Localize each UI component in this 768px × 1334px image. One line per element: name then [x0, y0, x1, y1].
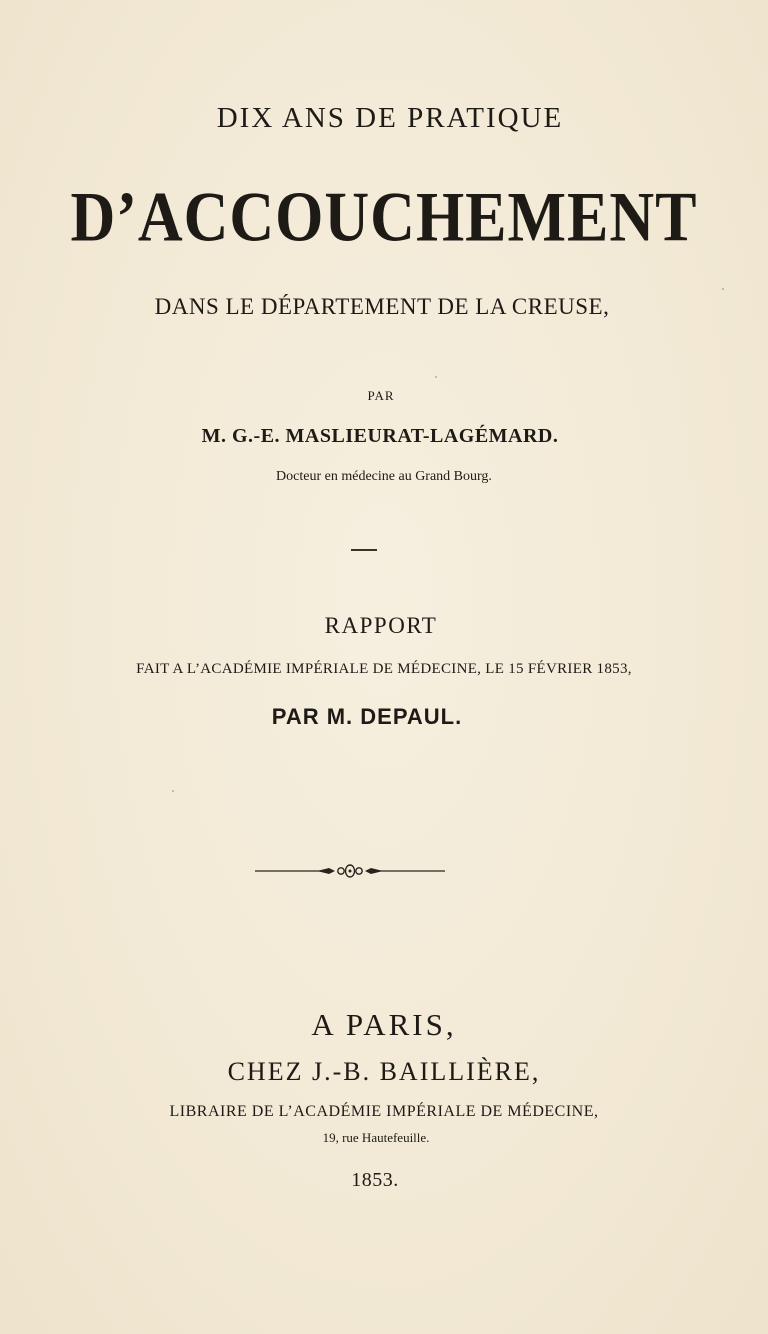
short-rule-divider — [351, 549, 377, 551]
report-author: PAR M. DEPAUL. — [271, 704, 463, 729]
author-name: M. G.-E. MASLIEURAT-LAGÉMARD. — [201, 425, 559, 447]
publisher-address: 19, rue Hautefeuille. — [322, 1130, 430, 1145]
ornament-divider-icon — [255, 861, 445, 881]
report-detail: FAIT A L’ACADÉMIE IMPÉRIALE DE MÉDECINE, LE 15 FÉVRIER 1853, — [136, 661, 632, 677]
title-line-1: DIX ANS DE PRATIQUE — [216, 102, 564, 134]
publication-year: 1853. — [351, 1169, 399, 1191]
title-line-2: D’ACCOUCHEMENT — [70, 178, 698, 257]
publication-city: A PARIS, — [311, 1007, 457, 1042]
paper-speck — [435, 376, 437, 378]
author-title: Docteur en médecine au Grand Bourg. — [276, 469, 492, 484]
publisher-name: CHEZ J.-B. BAILLIÈRE, — [227, 1057, 541, 1086]
report-label: RAPPORT — [324, 613, 438, 638]
publisher-role: LIBRAIRE DE L’ACADÉMIE IMPÉRIALE DE MÉDECINE, — [169, 1103, 599, 1120]
paper-speck — [172, 790, 174, 792]
paper-speck — [722, 288, 724, 290]
by-label: PAR — [367, 388, 395, 403]
subtitle: DANS LE DÉPARTEMENT DE LA CREUSE, — [154, 294, 610, 319]
